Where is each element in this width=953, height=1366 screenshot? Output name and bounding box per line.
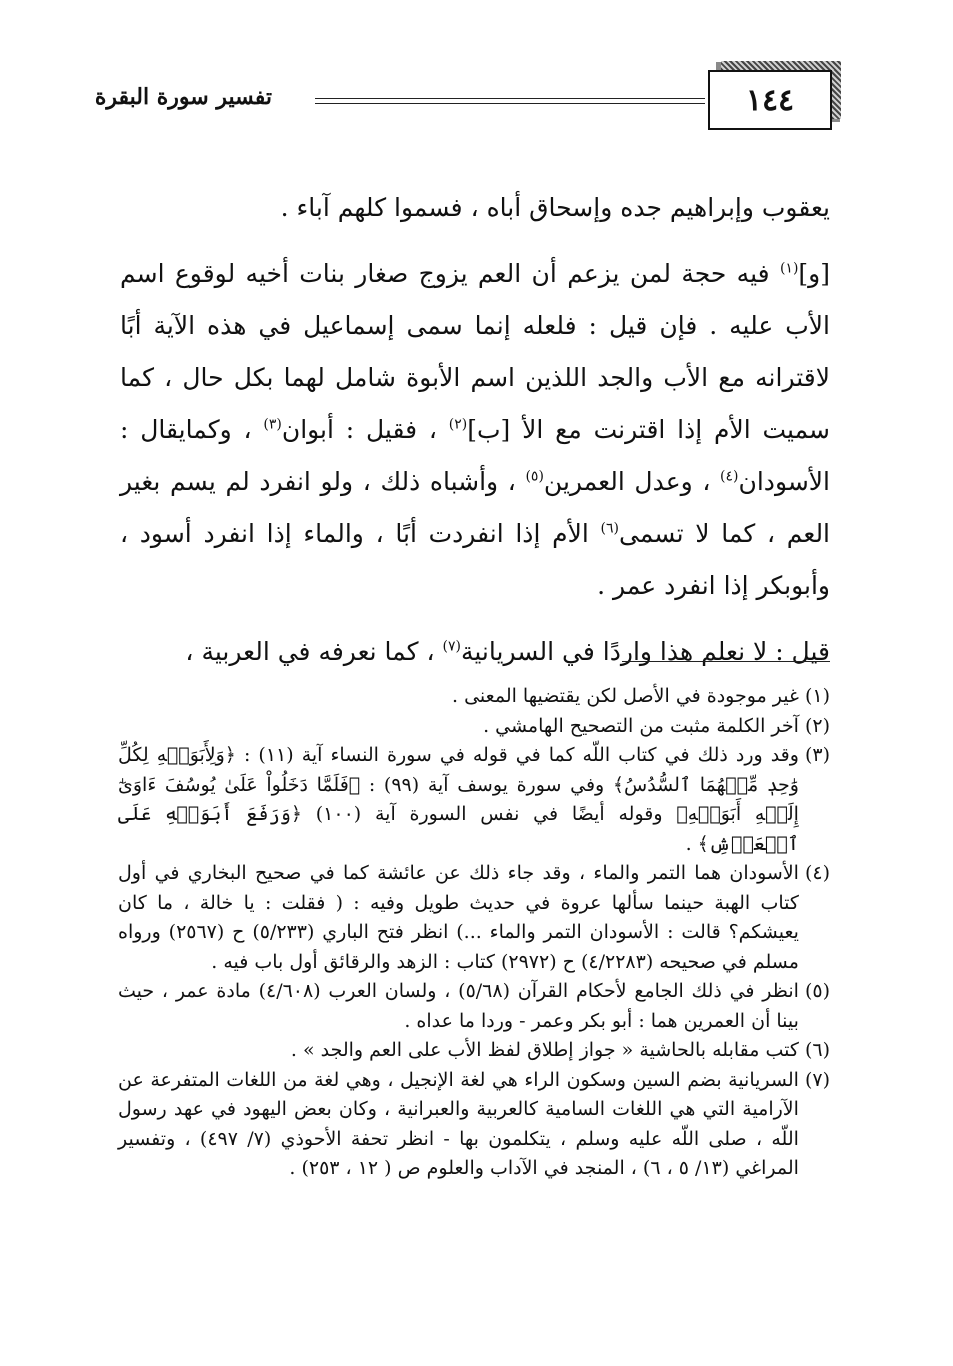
text-segment: قيل : لا نعلم هذا واردًا في السريانية [460, 637, 830, 666]
footnote-number: (٧) [804, 1068, 830, 1091]
header-rule [315, 98, 705, 99]
footnote-text: وقد ورد ذلك في كتاب اللّه كما في قوله في سورة النساء آية (١١) : ﴿وَلِأَبَوَيۡهِ لِكُلِّ وَٰحِدٖ مِّنۡهُمَا ٱلسُّدُسُ﴾ وفي سورة يوسف آية (٩٩) : ﴿فَلَمَّا دَخَلُواْ عَلَىٰ يُوسُفَ ءَاوَىٰٓ إِلَيۡهِ أَبَوَيۡهِ﴾ وقوله أيضًا في نفس السورة آية (١٠٠) ﴿وَرَفَعَ أَبَوَيۡهِ عَلَى ٱلۡعَرۡشِ﴾ . [118, 744, 799, 855]
book-title: تفسير سورة البقرة [94, 84, 272, 110]
footnote-ref-2: (٢) [448, 416, 468, 433]
paragraph-1: يعقوب وإبراهيم جده وإسحاق أباه ، فسموا كلهم آباء . [280, 193, 830, 222]
text-segment: ، وعدل العمرين [543, 467, 721, 496]
paragraph-3 [120, 626, 830, 678]
footnote-ref-7: (٧) [442, 638, 461, 655]
footnote-text: آخر الكلمة مثبت من التصحيح الهامشي . [483, 714, 799, 737]
footnote-ref-3: (٣) [263, 416, 282, 433]
footnote-separator [622, 661, 830, 662]
footnote-ref-1: (١) [779, 260, 799, 277]
text-segment: [و] [798, 259, 830, 288]
footnote-number: (٦) [804, 1039, 830, 1061]
page-header [80, 62, 840, 130]
footnote-text: انظر في ذلك الجامع لأحكام القرآن (٥/٦٨) ، ولسان العرب (٤/٦٠٨) مادة عمر ، حيث بينا أن العمرين هما : أبو بكر وعمر - وردا ما عداه . [118, 980, 799, 1032]
text-segment: ، فقيل : أبوان [281, 415, 449, 444]
footnote-number: (٥) [804, 980, 830, 1002]
footnote-7 [118, 1066, 830, 1184]
footnote-text: كتب مقابله بالحاشية « جواز إطلاق لفظ الأب على العم والجد » . [290, 1039, 799, 1061]
footnote-number: (٣) [804, 744, 830, 766]
main-text [120, 182, 830, 678]
footnote-3 [118, 741, 830, 859]
footnote-1 [118, 682, 830, 712]
footnote-5 [118, 977, 830, 1036]
footnote-6 [118, 1036, 830, 1066]
footnote-text: الأسودان هما التمر والماء ، وقد جاء ذلك عن عائشة كما في صحيح البخاري في أول كتاب الهبة حينما سألها عروة في حديث طويل وفيه : ( فقلت : يا خالة ، ما كان يعيشكم؟ قالت : الأسودان التمر والماء ...) انظر فتح الباري (٥/٢٣٣) ح (٢٥٦٧) ورواه مسلم في صحيحه (٤/٢٢٨٣) ح (٢٩٧٢) كتاب : الزهد والرقائق أول باب فيه . [118, 862, 799, 973]
text-segment: الأم إذا انفردت أبًا ، والماء إذا انفرد أسود ، وأبوبكر إذا انفرد عمر . [120, 519, 830, 600]
footnote-ref-6: (٦) [600, 520, 619, 537]
footnote-ref-4: (٤) [720, 468, 739, 485]
footnote-number: (١) [804, 685, 830, 707]
footnote-number: (٢) [804, 714, 830, 737]
text-segment: ، وكمايقال : الأسودان [120, 415, 831, 496]
header-rule-second [315, 103, 705, 104]
text-segment: ، كما نعرفه في العربية ، [185, 637, 443, 666]
footnote-text: السريانية بضم السين وسكون الراء هي لغة الإنجيل ، وهي لغة من اللغات المتفرعة عن الآرامية التي هي اللغات السامية كالعربية والعبرانية ، وكان بعض اليهود في عهد رسول اللّه ، صلى اللّه عليه وسلم ، يتكلمون بها - انظر تحفة الأحوذي (٧/ ٤٩٧) ، وتفسير المراغي (١٣/ ٥ ، ٦) ، المنجد في الآداب والعلوم ص ( ١٢ ، ٢٥٣) . [118, 1068, 799, 1179]
footnote-number: (٤) [804, 862, 830, 884]
paragraph-2 [120, 248, 830, 612]
footnote-2 [118, 712, 830, 742]
text-segment: ، وأشباه ذلك ، ولو انفرد لم يسم بغير العم ، كما لا تسمى [120, 467, 831, 548]
page-number: ١٤٤ [708, 70, 832, 130]
footnotes [118, 682, 830, 1184]
footnote-ref-5: (٥) [525, 468, 544, 485]
footnote-4 [118, 859, 830, 977]
text-segment: فيه حجة لمن يزعم أن العم يزوج صغار بنات أخيه لوقوع اسم الأب عليه . فإن قيل : فلعله إنما سمى إسماعيل في هذه الآية أبًا لاقترانه مع الأب والجد اللذين اسم الأبوة شامل لهما بكل حال ، كما سميت الأم إذا اقترنت مع الأ [ب] [120, 259, 830, 444]
footnote-text: غير موجودة في الأصل لكن يقتضيها المعنى . [452, 685, 799, 707]
